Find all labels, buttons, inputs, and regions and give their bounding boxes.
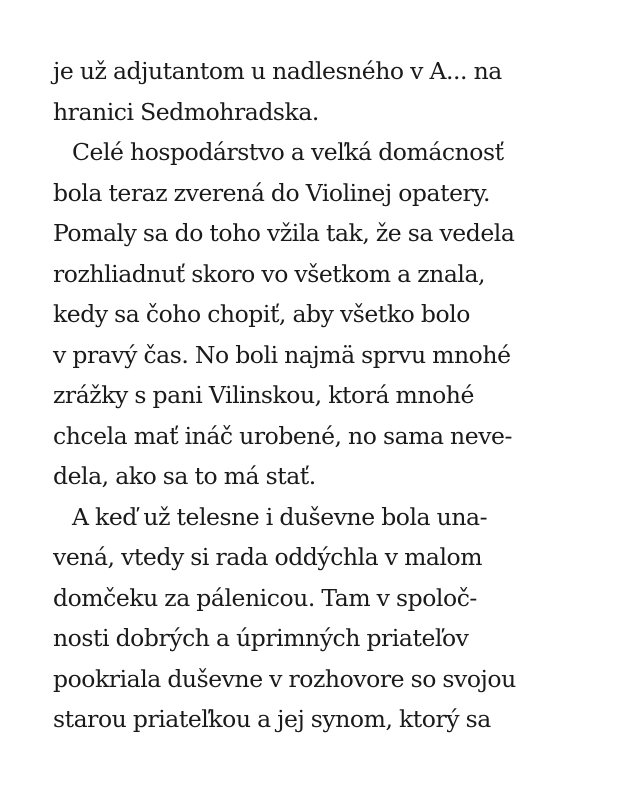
text-line: bola teraz zverená do Violinej opatery. xyxy=(53,178,491,207)
text-line: hranici Sedmohradska. xyxy=(53,97,319,126)
text-line: starou priateľkou a jej synom, ktorý sa xyxy=(53,705,491,733)
text-line: rozhliadnuť skoro vo všetkom a znala, xyxy=(53,259,486,288)
text-line: chcela mať ináč urobené, no sama neve- xyxy=(53,421,512,450)
text-line: zrážky s pani Vilinskou, ktorá mnohé xyxy=(53,381,474,409)
text-line: kedy sa čoho chopiť, aby všetko bolo xyxy=(53,300,470,328)
paragraph-start-line: Celé hospodárstvo a veľká domácnosť xyxy=(72,138,504,166)
body-text xyxy=(53,51,613,740)
text-line: dela, ako sa to má stať. xyxy=(53,462,316,490)
text-line: pookriala duševne v rozhovore so svojou xyxy=(53,664,516,693)
paragraph-start-line: A keď už telesne i duševne bola una- xyxy=(72,502,488,531)
text-line: vená, vtedy si rada oddýchla v malom xyxy=(53,543,483,571)
text-line: domčeku za pálenicou. Tam v spoloč- xyxy=(53,583,477,612)
text-line: je už adjutantom u nadlesného v A... na xyxy=(53,57,502,85)
text-line: nosti dobrých a úprimných priateľov xyxy=(53,624,469,652)
text-line: v pravý čas. No boli najmä sprvu mnohé xyxy=(53,340,511,369)
text-line: Pomaly sa do toho vžila tak, že sa vedela xyxy=(53,219,515,247)
